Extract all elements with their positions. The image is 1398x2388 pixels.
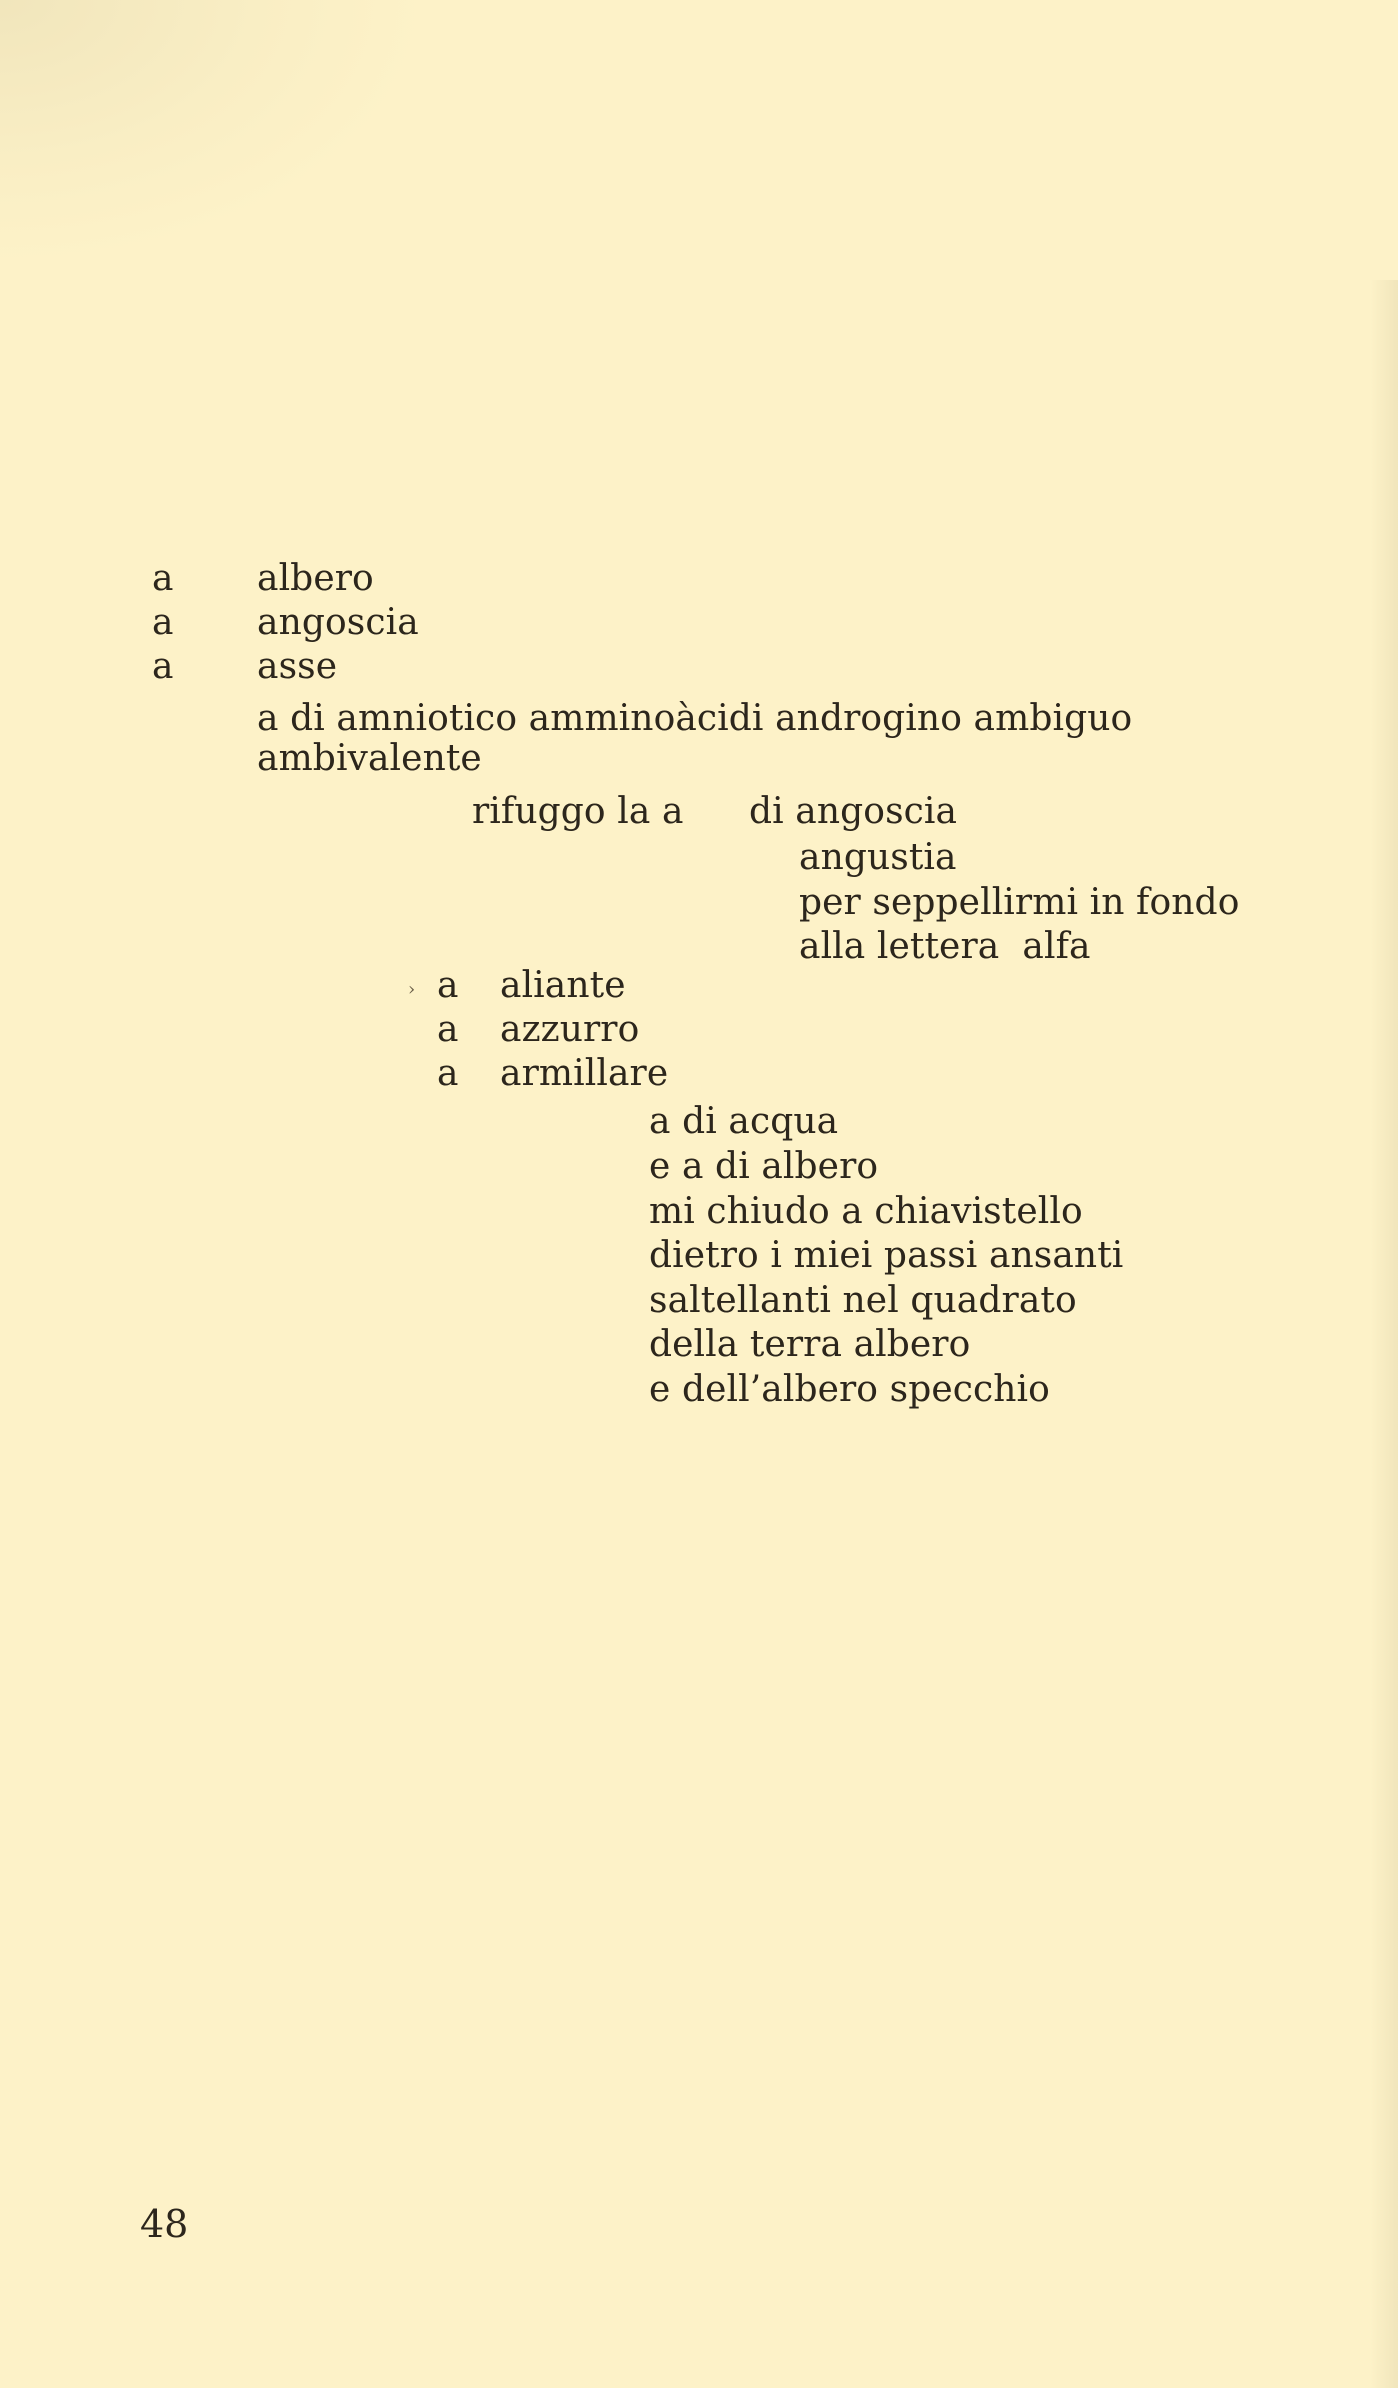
stanza1-line-4: a di amniotico amminoàcidi androgino ambiguo xyxy=(257,698,1133,739)
stanza1-letter-2: a xyxy=(152,602,174,643)
stanza2-letter-3: a xyxy=(437,1053,459,1094)
stanza2-letter-1: a xyxy=(437,965,459,1006)
page-edge-shadow xyxy=(1370,280,1398,2388)
stanza1-letter-3: a xyxy=(152,646,174,687)
rifuggo-line-1: di angoscia xyxy=(749,791,958,832)
stanza2-word-1: aliante xyxy=(500,965,626,1006)
rifuggo-line-4: alla lettera alfa xyxy=(799,926,1091,967)
stanza3-line-4: dietro i miei passi ansanti xyxy=(649,1235,1124,1276)
page-number: 48 xyxy=(140,2202,189,2246)
stanza-marker: › xyxy=(408,979,416,1000)
stanza1-line-5: ambivalente xyxy=(257,738,482,779)
stanza2-word-2: azzurro xyxy=(500,1009,640,1050)
stanza1-word-3: asse xyxy=(257,646,338,687)
stanza2-letter-2: a xyxy=(437,1009,459,1050)
rifuggo-line-3: per seppellirmi in fondo xyxy=(799,882,1240,923)
stanza1-word-1: albero xyxy=(257,558,374,599)
stanza3-line-6: della terra albero xyxy=(649,1324,971,1365)
stanza3-line-1: a di acqua xyxy=(649,1101,839,1142)
page-speckle xyxy=(0,0,420,260)
rifuggo-line-2: angustia xyxy=(799,837,957,878)
stanza3-line-3: mi chiudo a chiavistello xyxy=(649,1191,1083,1232)
rifuggo-prefix: rifuggo la a xyxy=(472,791,684,832)
stanza1-letter-1: a xyxy=(152,558,174,599)
stanza3-line-7: e dell’albero specchio xyxy=(649,1369,1050,1410)
stanza3-line-2: e a di albero xyxy=(649,1146,879,1187)
stanza2-word-3: armillare xyxy=(500,1053,669,1094)
stanza3-line-5: saltellanti nel quadrato xyxy=(649,1280,1077,1321)
stanza1-word-2: angoscia xyxy=(257,602,419,643)
